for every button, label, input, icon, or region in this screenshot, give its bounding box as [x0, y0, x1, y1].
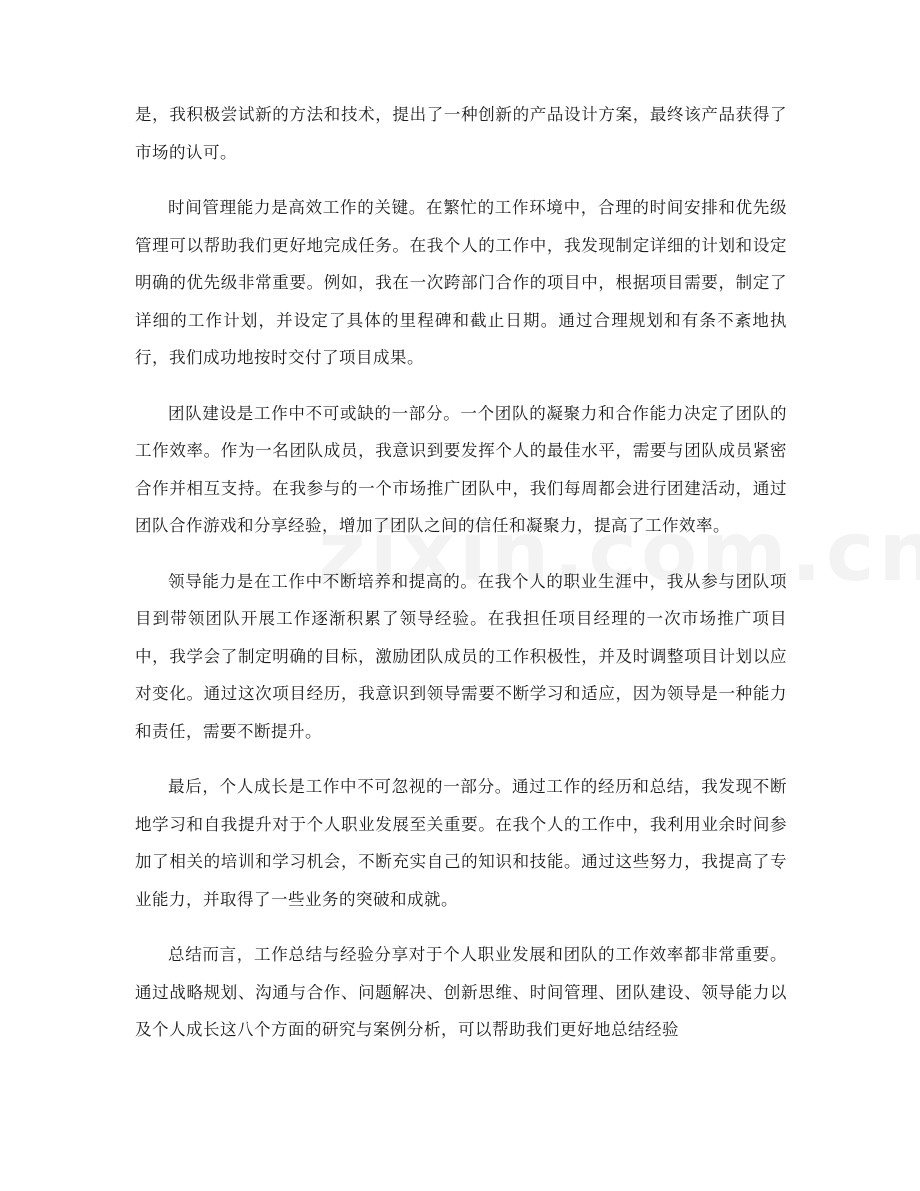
paragraph-time-management: 时间管理能力是高效工作的关键。在繁忙的工作环境中，合理的时间安排和优先级管理可以帮助我们更好地完成任务。在我个人的工作中，我发现制定详细的计划和设定明确的优先级非常重要。例如，我在一次跨部门合作的项目中，根据项目需要，制定了详细的工作计划，并设定了具体的里程碑和截止日期。通过合理规划和有条不紊地执行，我们成功地按时交付了项目成果。	[135, 198, 787, 367]
paragraph-team-building: 团队建设是工作中不可或缺的一部分。一个团队的凝聚力和合作能力决定了团队的工作效率。作为一名团队成员，我意识到要发挥个人的最佳水平，需要与团队成员紧密合作并相互支持。在我参与的一个市场推广团队中，我们每周都会进行团建活动，通过团队合作游戏和分享经验，增加了团队之间的信任和凝聚力，提高了工作效率。	[135, 403, 787, 535]
paragraph-leadership: 领导能力是在工作中不断培养和提高的。在我个人的职业生涯中，我从参与团队项目到带领团队开展工作逐渐积累了领导经验。在我担任项目经理的一次市场推广项目中，我学会了制定明确的目标，激励团队成员的工作积极性，并及时调整项目计划以应对变化。通过这次项目经历，我意识到领导需要不断学习和适应，因为领导是一种能力和责任，需要不断提升。	[135, 571, 787, 741]
paragraph-personal-growth: 最后，个人成长是工作中不可忽视的一部分。通过工作的经历和总结，我发现不断地学习和自我提升对于个人职业发展至关重要。在我个人的工作中，我利用业余时间参加了相关的培训和学习机会，不断充实自己的知识和技能。通过这些努力，我提高了专业能力，并取得了一些业务的突破和成就。	[135, 777, 787, 909]
document-body	[135, 96, 787, 1067]
paragraph-1: 是，我积极尝试新的方法和技术，提出了一种创新的产品设计方案，最终该产品获得了市场的认可。	[135, 105, 787, 162]
paragraph-summary: 总结而言，工作总结与经验分享对于个人职业发展和团队的工作效率都非常重要。通过战略规划、沟通与合作、问题解决、创新思维、时间管理、团队建设、领导能力以及个人成长这八个方面的研究与案例分析，可以帮助我们更好地总结经验	[135, 945, 787, 1039]
